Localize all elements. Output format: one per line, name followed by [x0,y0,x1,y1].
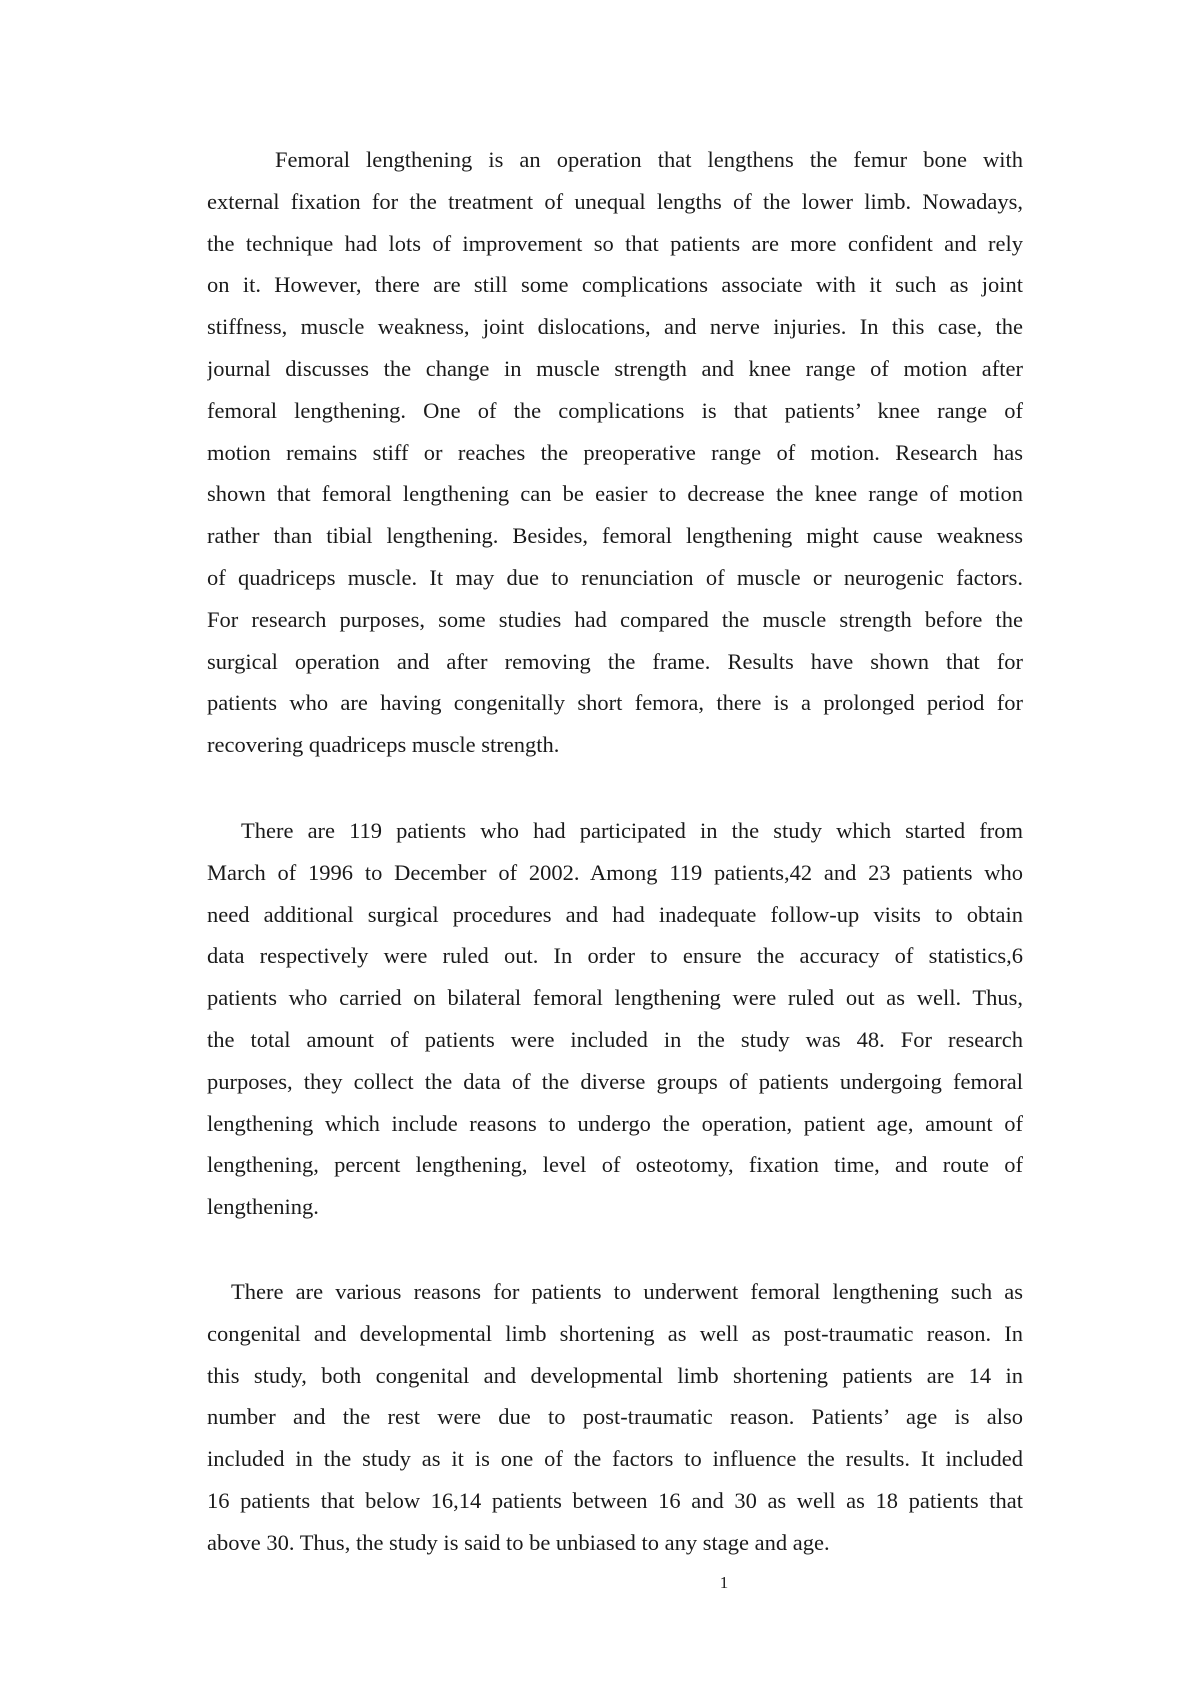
text-line: motion remains stiff or reaches the preoperative range of motion. Research has [207,439,1023,465]
text-line: included in the study as it is one of the factors to influence the results. It included [207,1446,1023,1472]
text-line: lengthening which include reasons to undergo the operation, patient age, amount of [207,1110,1023,1136]
text-line: 16 patients that below 16,14 patients between 16 and 30 as well as 18 patients that [207,1487,1023,1513]
page-number-label: 1 [719,1573,729,1592]
text-line: stiffness, muscle weakness, joint dislocations, and nerve injuries. In this case, the [207,314,1023,340]
paragraph-2 [207,810,1023,1228]
text-line: There are 119 patients who had participated in the study which started from [241,818,1023,843]
text-line: patients who are having congenitally short femora, there is a prolonged period for [207,690,1023,716]
text-line: There are various reasons for patients to underwent femoral lengthening such as [231,1279,1023,1304]
text-line: patients who carried on bilateral femoral lengthening were ruled out as well. Thus, [207,985,1023,1011]
text-line: the total amount of patients were included in the study was 48. For research [207,1026,1023,1052]
text-line: congenital and developmental limb shortening as well as post-traumatic reason. In [207,1320,1023,1346]
text-line: the technique had lots of improvement so that patients are more confident and rely [207,230,1023,256]
text-line: lengthening. [207,1194,319,1220]
text-line: Femoral lengthening is an operation that lengthens the femur bone with [275,147,1023,172]
text-line: purposes, they collect the data of the diverse groups of patients undergoing femoral [207,1068,1023,1094]
text-line: March of 1996 to December of 2002. Among 119 patients,42 and 23 patients who [207,859,1023,885]
paragraph-3 [207,1271,1023,1564]
text-line: surgical operation and after removing the frame. Results have shown that for [207,648,1023,674]
text-line: of quadriceps muscle. It may due to renunciation of muscle or neurogenic factors. [207,564,1023,590]
text-line: shown that femoral lengthening can be easier to decrease the knee range of motion [207,481,1023,507]
text-line: on it. However, there are still some complications associate with it such as joint [207,272,1023,298]
text-line: For research purposes, some studies had compared the muscle strength before the [207,606,1023,632]
text-line: journal discusses the change in muscle strength and knee range of motion after [207,355,1023,381]
text-line: recovering quadriceps muscle strength. [207,732,560,758]
paragraph-1 [207,139,1023,766]
text-line: above 30. Thus, the study is said to be unbiased to any stage and age. [207,1529,830,1555]
text-line: external fixation for the treatment of unequal lengths of the lower limb. Nowadays, [207,188,1023,214]
text-line: data respectively were ruled out. In order to ensure the accuracy of statistics,6 [207,943,1023,969]
text-line: this study, both congenital and developmental limb shortening patients are 14 in [207,1362,1023,1388]
text-line: rather than tibial lengthening. Besides, femoral lengthening might cause weakness [207,523,1023,549]
text-line: femoral lengthening. One of the complications is that patients’ knee range of [207,397,1023,423]
text-line: number and the rest were due to post-traumatic reason. Patients’ age is also [207,1404,1023,1430]
text-line: need additional surgical procedures and had inadequate follow-up visits to obtain [207,901,1023,927]
page-number [0,1573,1200,1593]
text-line: lengthening, percent lengthening, level of osteotomy, fixation time, and route of [207,1152,1023,1178]
